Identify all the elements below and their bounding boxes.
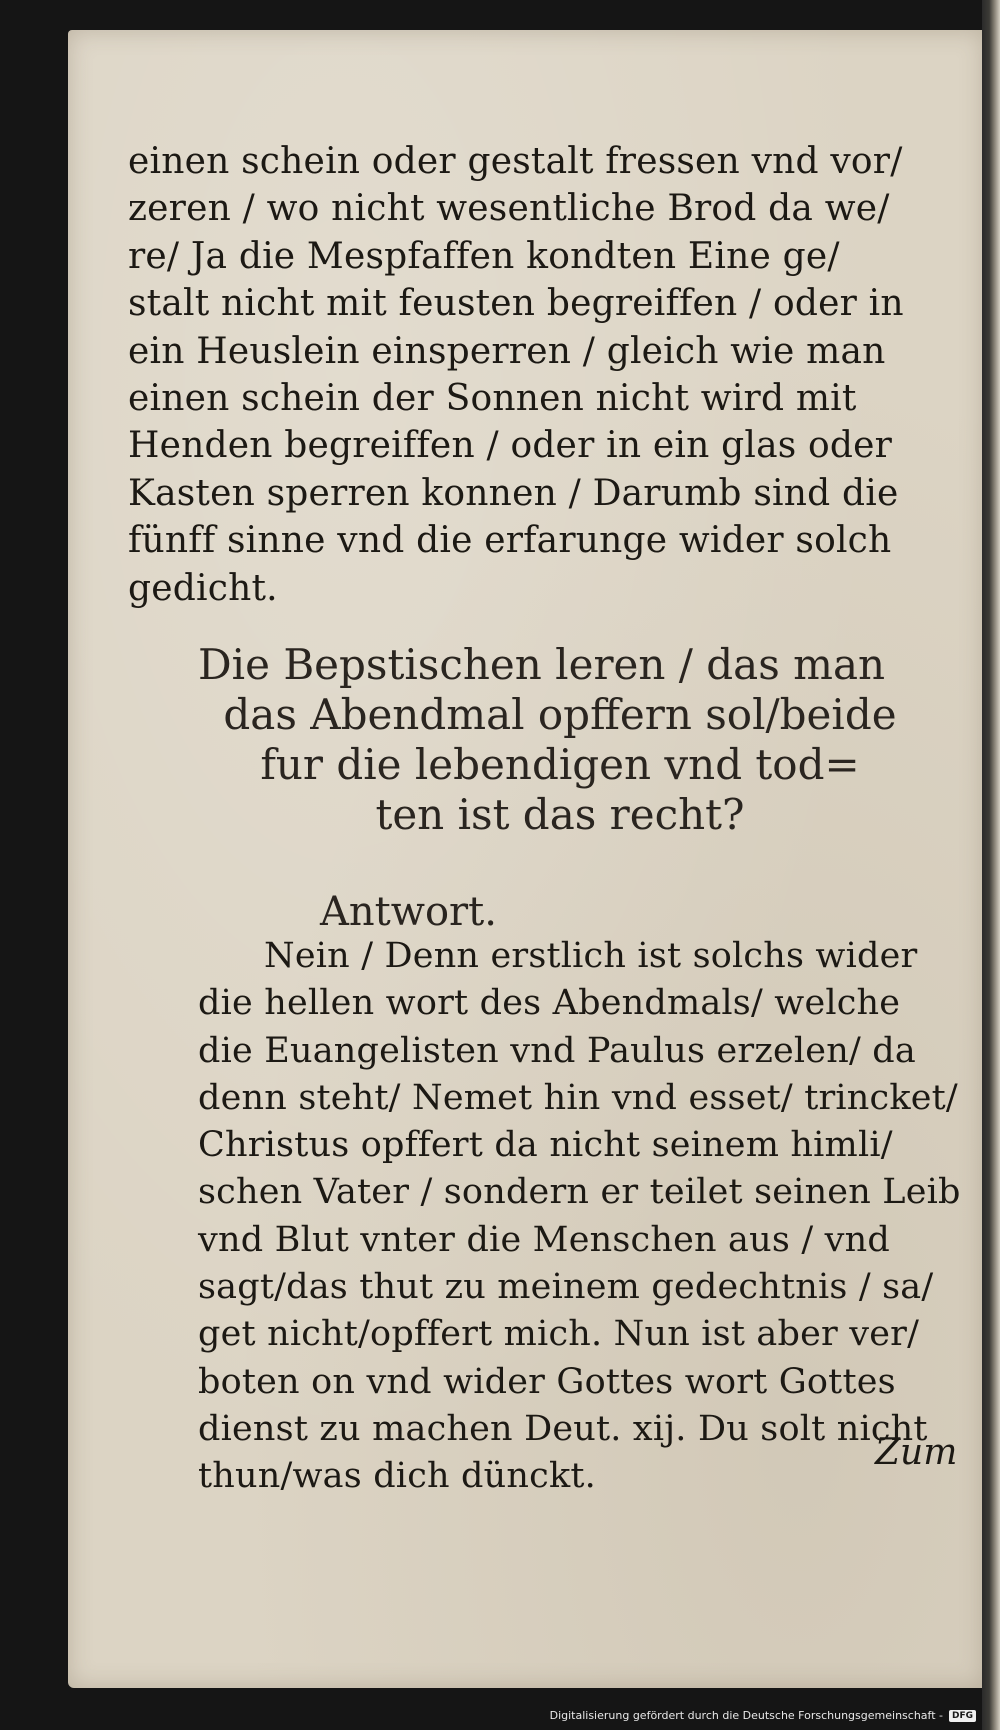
dfg-logo: DFG xyxy=(949,1710,976,1722)
text-line: boten on vnd wider Gottes wort Gottes xyxy=(198,1361,896,1402)
text-line: stalt nicht mit feusten begreiffen / oder in xyxy=(128,283,904,325)
heading-line: das Abendmal opffern sol/beide xyxy=(223,690,897,739)
text-line: ein Heuslein einsperren / gleich wie man xyxy=(128,330,886,372)
text-line: sagt/das thut zu meinem gedechtnis / sa/ xyxy=(198,1267,934,1308)
answer-label: Antwort. xyxy=(320,889,497,935)
text-line: einen schein oder gestalt fressen vnd vor/ xyxy=(128,141,903,182)
text-line: dienst zu machen Deut. xij. Du solt nicht xyxy=(198,1408,928,1449)
heading-line: ten ist das recht? xyxy=(375,790,745,839)
text-line: einen schein der Sonnen nicht wird mit xyxy=(128,377,857,419)
text-line: thun/was dich dünckt. xyxy=(198,1456,596,1497)
body-text-top xyxy=(128,138,968,612)
text-line: Christus opffert da nicht seinem himli/ xyxy=(198,1125,893,1166)
text-line: fünff sinne vnd die erfarunge wider solch xyxy=(128,520,892,562)
text-line: die Euangelisten vnd Paulus erzelen/ da xyxy=(198,1030,916,1071)
text-line: Henden begreiffen / oder in ein glas oder xyxy=(128,425,893,467)
text-line: vnd Blut vnter die Menschen aus / vnd xyxy=(198,1219,890,1260)
text-line: Kasten sperren konnen / Darumb sind die xyxy=(128,472,899,514)
text-line: zeren / wo nicht wesentliche Brod da we/ xyxy=(128,188,890,230)
body-text-answer xyxy=(198,933,978,1501)
page-edge xyxy=(982,0,1000,1730)
text-line: schen Vater / sondern er teilet seinen Leib xyxy=(198,1172,961,1213)
section-heading xyxy=(150,640,970,840)
credit-text: Digitalisierung gefördert durch die Deutsche Forschungsgemeinschaft - xyxy=(549,1709,943,1722)
heading-line: Die Bepstischen leren / das man xyxy=(198,640,886,689)
digitization-credit xyxy=(550,1709,976,1722)
text-line: re/ Ja die Mespfaffen kondten Eine ge/ xyxy=(128,235,840,277)
text-line: get nicht/opffert mich. Nun ist aber ver/ xyxy=(198,1314,920,1355)
text-line: gedicht. xyxy=(128,567,278,609)
catchword: Zum xyxy=(875,1432,958,1473)
heading-line: fur die lebendigen vnd tod= xyxy=(260,740,860,789)
text-line: Nein / Denn erstlich ist solchs wider xyxy=(264,936,918,976)
text-line: denn steht/ Nemet hin vnd esset/ trincket/ xyxy=(198,1077,958,1118)
text-line: die hellen wort des Abendmals/ welche xyxy=(198,983,901,1024)
